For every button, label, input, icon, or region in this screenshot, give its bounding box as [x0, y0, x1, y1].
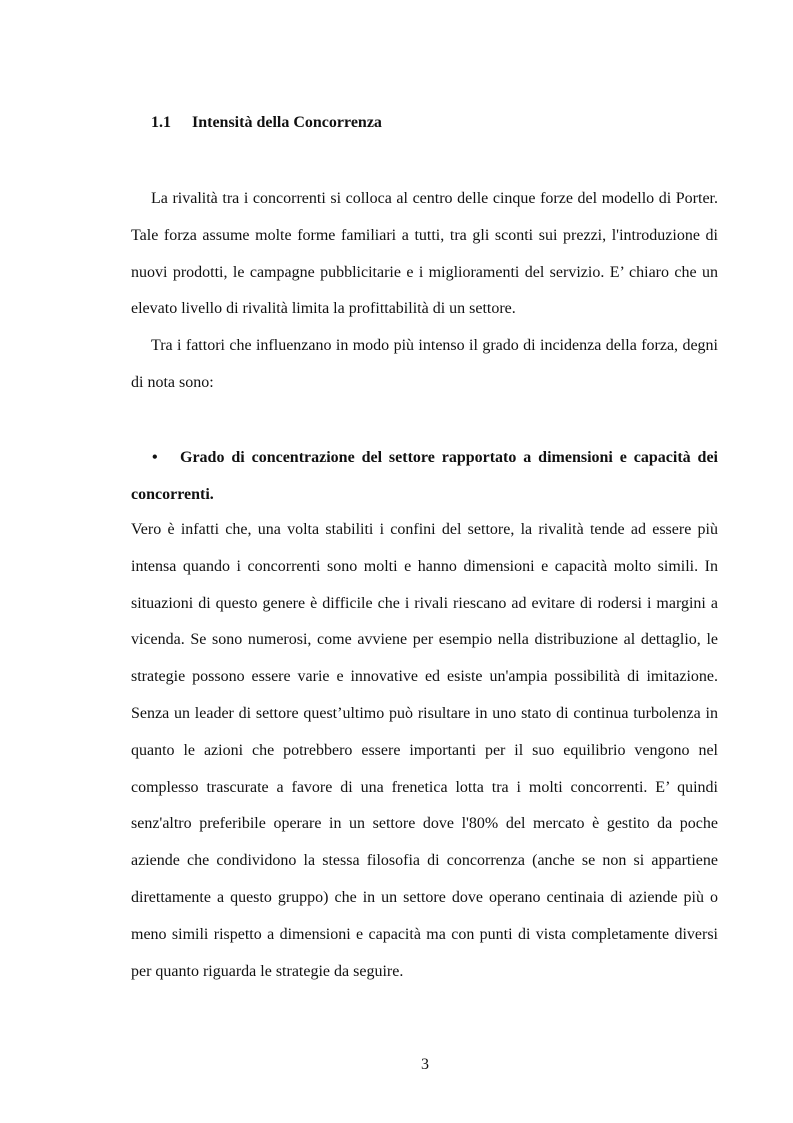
bullet-item-concentration [131, 440, 718, 514]
bullet-icon: • [152, 449, 158, 466]
paragraph-rivalry-intro: La rivalità tra i concorrenti si colloca al centro delle cinque forze del modello di Porter. Tale forza assume molte forme familiari a tutti, tra gli sconti sui prezzi, l'introduzione di nuovi prodotti, le campagne pubblicitarie e i miglioramenti del servizio. E’ chiaro che un elevato livello di rivalità limita la profittabilità di un settore. [131, 190, 718, 318]
section-number: 1.1 [151, 114, 171, 131]
section-title: Intensità della Concorrenza [192, 114, 382, 131]
paragraph-concentration-detail: Vero è infatti che, una volta stabiliti i confini del settore, la rivalità tende ad essere più intensa quando i concorrenti sono molti e hanno dimensioni e capacità molto simili. In situazioni di questo genere è difficile che i rivali riescano ad evitare di rodersi i margini a vicenda. Se sono numerosi, come avviene per esempio nella distribuzione al dettaglio, le strategie possono essere varie e innovative ed esiste un'ampia possibilità di imitazione. Senza un leader di settore quest’ultimo può risultare in uno stato di continua turbolenza in quanto le azioni che potrebbero essere importanti per il suo equilibrio vengono nel complesso trascurate a favore di una frenetica lotta tra i molti concorrenti. E’ quindi senz'altro preferibile operare in un settore dove l'80% del mercato è gestito da poche aziende che condividono la stessa filosofia di concorrenza (anche se non si appartiene direttamente a questo gruppo) che in un settore dove operano centinaia di aziende più o meno simili rispetto a dimensioni e capacità ma con punti di vista completamente diversi per quanto riguarda le strategie da seguire. [131, 521, 718, 980]
section-heading [151, 114, 382, 132]
paragraph-factors-intro: Tra i fattori che influenzano in modo più intenso il grado di incidenza della forza, degni di nota sono: [131, 337, 718, 391]
bullet-text: Grado di concentrazione del settore rapportato a dimensioni e capacità dei concorrenti. [131, 449, 718, 503]
page-number: 3 [421, 1056, 429, 1073]
